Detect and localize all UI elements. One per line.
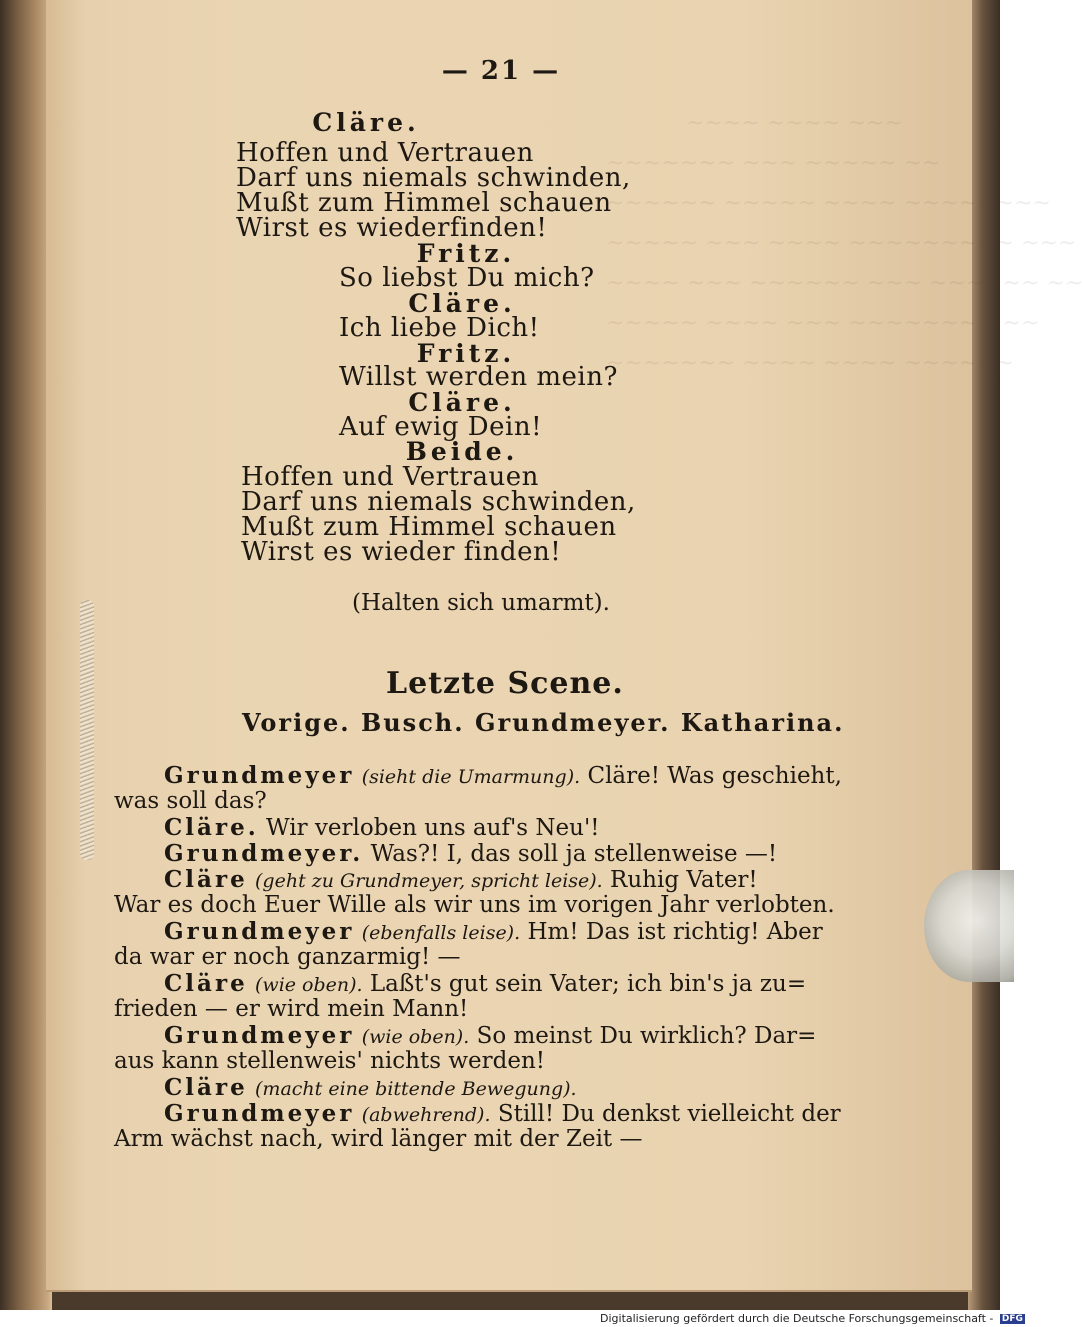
verse-line: Darf uns niemals schwinden, bbox=[241, 487, 636, 517]
book-edge-right bbox=[968, 0, 1000, 1310]
dialogue-text: So meinst Du wirklich? Dar= bbox=[476, 1023, 817, 1049]
verse-line: Mußt zum Himmel schauen bbox=[241, 512, 617, 542]
speaker-name: Grundmeyer bbox=[164, 1100, 355, 1127]
verse-line: Willst werden mein? bbox=[339, 362, 618, 392]
speaker-name: Cläre bbox=[164, 1074, 248, 1101]
stage-direction: (wie oben). bbox=[255, 974, 363, 996]
dialogue-line bbox=[164, 970, 806, 997]
verse-line: Hoffen und Vertrauen bbox=[236, 138, 534, 168]
dialogue-text: Laßt's gut sein Vater; ich bin's ja zu= bbox=[369, 971, 807, 997]
speaker-label: Fritz. bbox=[416, 339, 516, 368]
speaker-name: Cläre bbox=[164, 970, 248, 997]
credit-text: Digitalisierung gefördert durch die Deutsche Forschungsgemeinschaft - bbox=[600, 1312, 994, 1325]
dialogue-line bbox=[164, 1022, 816, 1049]
speaker-name: Grundmeyer bbox=[164, 1022, 355, 1049]
stage-direction: (abwehrend). bbox=[361, 1104, 491, 1126]
dialogue-line bbox=[164, 814, 600, 841]
speaker-label: Beide. bbox=[405, 437, 519, 466]
book-binding-left bbox=[0, 0, 52, 1310]
dialogue-text: Ruhig Vater! bbox=[610, 867, 758, 893]
dialogue-line bbox=[164, 1074, 577, 1101]
stage-direction: (wie oben). bbox=[361, 1026, 470, 1048]
dialogue-continuation: War es doch Euer Wille als wir uns im vorigen Jahr verlobten. bbox=[114, 892, 835, 918]
dialogue-text: Was?! I, das soll ja stellenweise —! bbox=[370, 841, 778, 867]
verse-line: So liebst Du mich? bbox=[339, 263, 595, 293]
verse-line: Darf uns niemals schwinden, bbox=[236, 163, 631, 193]
dialogue-continuation: Arm wächst nach, wird länger mit der Zeit — bbox=[114, 1126, 643, 1152]
dialogue-line bbox=[164, 866, 758, 893]
dialogue-continuation: frieden — er wird mein Mann! bbox=[114, 996, 469, 1022]
speaker-name: Grundmeyer. bbox=[164, 840, 364, 867]
book-page bbox=[46, 0, 1083, 1292]
speaker-label: Cläre. bbox=[312, 108, 420, 137]
dialogue-text: Cläre! Was geschieht, bbox=[587, 763, 842, 789]
verse-line: Wirst es wiederfinden! bbox=[236, 213, 548, 243]
dialogue-continuation: da war er noch ganzarmig! — bbox=[114, 944, 461, 970]
scene-title: Letzte Scene. bbox=[386, 666, 624, 701]
stage-direction: (geht zu Grundmeyer, spricht leise). bbox=[255, 870, 603, 892]
page-number: — 21 — bbox=[441, 56, 561, 86]
speaker-name: Grundmeyer bbox=[164, 918, 355, 945]
dialogue-text: Wir verloben uns auf's Neu'! bbox=[266, 815, 600, 841]
stage-direction: (sieht die Umarmung). bbox=[361, 766, 581, 788]
verse-line: Auf ewig Dein! bbox=[339, 412, 543, 442]
digitization-credit bbox=[600, 1312, 1023, 1326]
dialogue-text: Hm! Das ist richtig! Aber bbox=[527, 919, 823, 945]
binding-thread bbox=[80, 600, 94, 860]
speaker-name: Cläre bbox=[164, 866, 248, 893]
speaker-label: Cläre. bbox=[408, 388, 516, 417]
stage-direction: (Halten sich umarmt). bbox=[352, 590, 610, 616]
verse-line: Wirst es wieder finden! bbox=[241, 537, 562, 567]
scanner-thumb-shadow bbox=[924, 870, 1014, 982]
dialogue-line bbox=[164, 918, 823, 945]
dialogue-text: Still! Du denkst vielleicht der bbox=[497, 1101, 841, 1127]
verse-line: Ich liebe Dich! bbox=[339, 313, 540, 343]
dialogue-line bbox=[164, 762, 842, 789]
dialogue-line bbox=[164, 840, 777, 867]
cast-list: Vorige. Busch. Grundmeyer. Katharina. bbox=[242, 708, 845, 737]
dialogue-line bbox=[164, 1100, 841, 1127]
verse-line: Mußt zum Himmel schauen bbox=[236, 188, 612, 218]
speaker-name: Grundmeyer bbox=[164, 762, 355, 789]
speaker-label: Cläre. bbox=[408, 289, 516, 318]
stage-direction: (macht eine bittende Bewegung). bbox=[255, 1078, 577, 1100]
verse-line: Hoffen und Vertrauen bbox=[241, 462, 539, 492]
bleed-through-text: ~~~~ ~~~~ ~~~ ~~~~~~~ ~~~ ~~~~~ ~~ ~~~~~~ ~~~~~ ~~~~ ~~~~~~~~ ~~~~~ ~~~ ~~~~ ~~~~~~~~~ ~~~ ~~~~ ~~~ ~~~~~~ ~~~ ~~~~~~ ~~ ~~~~~ ~~~~ ~~~ ~~~~~~~ ~~~ ~~~~~~~ ~~~~ ~~~~ ~~~~~~ bbox=[606, 111, 1083, 376]
dialogue-continuation: was soll das? bbox=[114, 788, 267, 814]
dialogue-continuation: aus kann stellenweis' nichts werden! bbox=[114, 1048, 546, 1074]
stage-direction: (ebenfalls leise). bbox=[361, 922, 521, 944]
dfg-logo: DFG bbox=[1001, 1314, 1023, 1324]
speaker-name: Cläre. bbox=[164, 814, 259, 841]
speaker-label: Fritz. bbox=[416, 239, 516, 268]
